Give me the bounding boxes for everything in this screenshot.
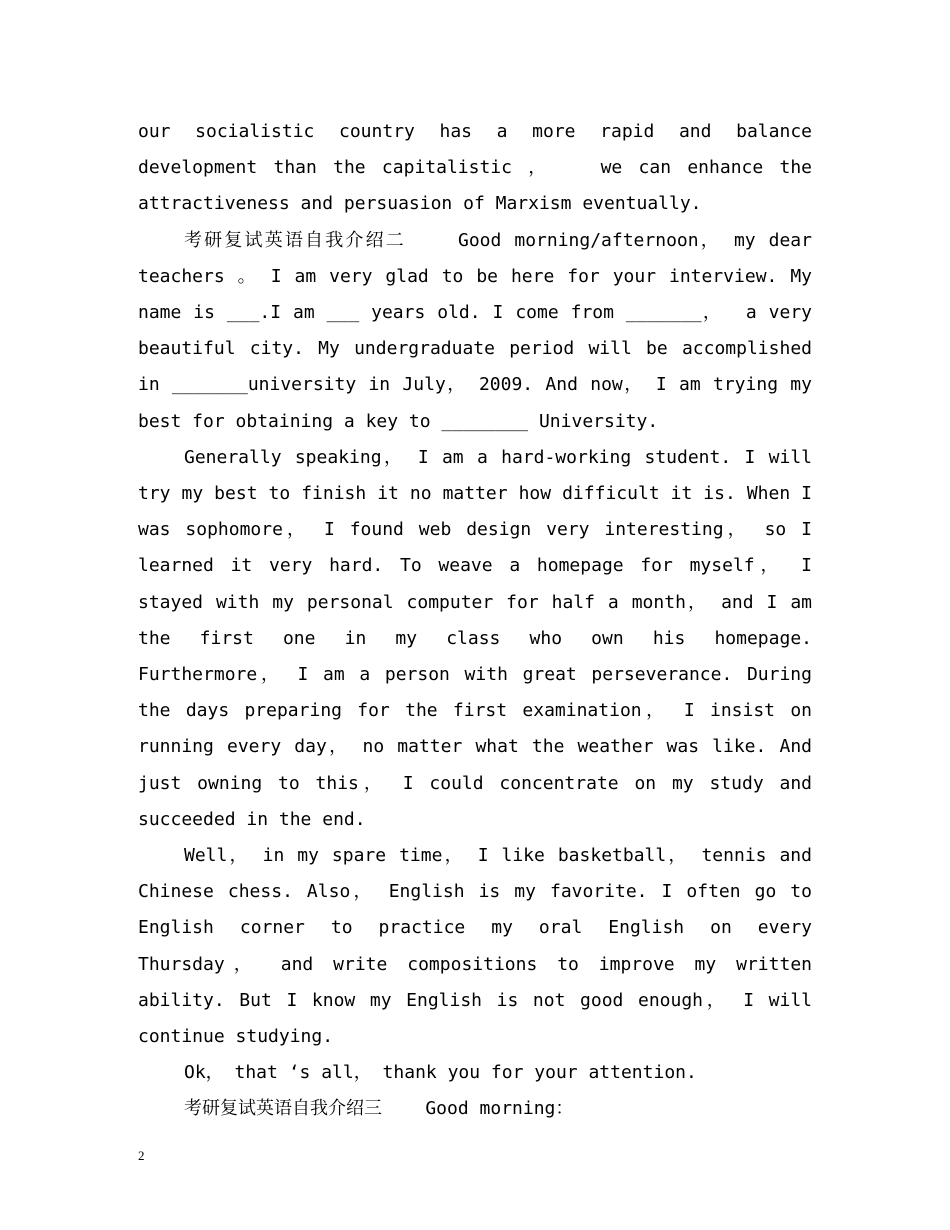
- paragraph-self-intro-three-heading: 考研复试英语自我介绍三 Good morning：: [184, 1098, 574, 1120]
- paragraph-conclusion-marxism: our socialistic country has a more rapid and balance development than the capitalistic ， we can enhance the attractiveness and persuasion of Marxism eventually.: [138, 121, 812, 215]
- page-number: 2: [138, 1148, 145, 1163]
- paragraph-hobbies-english: Well， in my spare time， I like basketball， tennis and Chinese chess. Also， English is my favorite. I often go to English corner to practice my oral English on every Thursday， and write compositions to improve my written ability. But I know my English is not good enough， I will continue studying.: [138, 845, 812, 1048]
- paragraph-closing-thanks: Ok， that ‘s all， thank you for your attention.: [184, 1062, 697, 1084]
- paragraph-self-intro-two-opening: 考研复试英语自我介绍二 Good morning/afternoon， my dear teachers 。 I am very glad to be here for your interview. My name is ___.I am ___ years old. I come from _______， a very beautiful city. My undergraduate period will be accomplished in _______university in July， 2009. And now， I am trying my best for obtaining a key to ________ University.: [138, 229, 812, 432]
- document-body: [138, 114, 812, 1128]
- paragraph-hard-working-student: Generally speaking， I am a hard-working student. I will try my best to finish it no matter how difficult it is. When I was sophomore， I found web design very interesting， so I learned it very hard. To weave a homepage for myself， I stayed with my personal computer for half a month， and I am the first one in my class who own his homepage. Furthermore， I am a person with great perseverance. During the days preparing for the first examination， I insist on running every day， no matter what the weather was like. And just owning to this， I could concentrate on my study and succeeded in the end.: [138, 446, 812, 830]
